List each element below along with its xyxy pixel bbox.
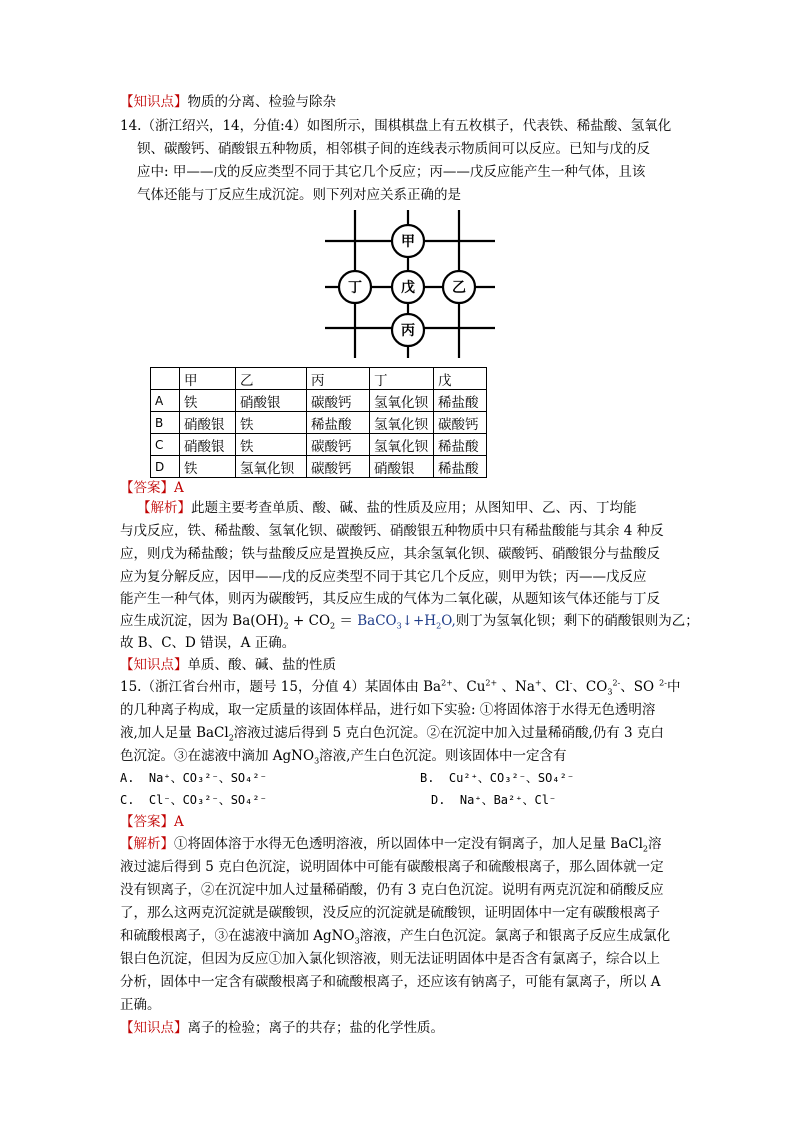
option-label: C. [120,793,135,807]
table-cell: 铁 [236,434,307,456]
subscript: 3 [354,936,360,946]
superscript: - [569,678,573,688]
table-cell: B [151,412,180,434]
superscript: 2- [612,678,621,688]
options-table [150,367,487,478]
superscript: 2+ [485,678,498,688]
table-row [151,412,487,434]
table-cell: 碳酸钙 [307,434,370,456]
q15-line-3 [120,723,664,743]
stone-bottom-label: 丙 [401,323,415,339]
q15-analysis-line-5 [120,926,670,946]
subscript: 3 [607,687,613,697]
q15-text: 、CO [572,679,608,695]
analysis-tag: 【解析】 [120,836,174,852]
subscript: 2 [330,621,336,631]
table-cell: 硝酸银 [180,412,236,434]
stone-right-label: 乙 [452,280,466,296]
q15-analysis-line-3: 没有钡离子，②在沉淀中加人过量稀硝酸，仍有 3 克白色沉淀。说明有两克沉淀和硝酸反应 [120,882,664,898]
answer-value: A [174,480,184,496]
table-cell: 铁 [180,456,236,478]
table-cell: 硝酸银 [180,434,236,456]
table-header-cell: 甲 [180,368,236,390]
q14-analysis-line-7: 故 B、C、D 错误，A 正确。 [120,635,296,651]
subscript: 2 [642,844,649,854]
stone-top-label: 甲 [401,234,415,250]
q15-text: 液,加人足量 BaCl [120,725,229,741]
q14-knowledge-point [120,92,336,112]
q14-knowledge-point-2 [120,655,336,675]
kp-text: 单质、酸、碱、盐的性质 [187,657,336,673]
table-header-cell: 戊 [434,368,487,390]
stone-center-label: 戊 [401,280,415,296]
table-cell: 硝酸银 [370,456,434,478]
table-cell: 氢氧化钡 [370,390,434,412]
option-label: D. [431,793,446,807]
table-cell: 铁 [180,390,236,412]
equation-text: ＝ [335,613,358,629]
option-label: A. [120,771,135,785]
q14-analysis-line-2: 与戊反应，铁、稀盐酸、氢氧化钡、碳酸钙、硝酸银五种物质中只有稀盐酸能与其余 4 种反 [120,523,664,539]
q14-line-4: 气体还能与丁反应生成沉淀。则下列对应关系正确的是 [137,187,461,203]
q14-analysis-line-6 [120,611,699,631]
superscript: 2- [659,678,667,688]
kp-tag: 【知识点】 [120,94,188,110]
table-header-cell: 丁 [370,368,434,390]
kp-tag: 【知识点】 [120,657,188,673]
equation-product: ↓+H [401,613,437,629]
q15-text: 15.（浙江省台州市，题号 15，分值 4）某固体由 Ba [120,679,442,695]
q14-answer [120,478,184,498]
table-cell: 稀盐酸 [434,390,487,412]
subscript: 3 [314,756,320,766]
q15-analysis-line-4: 了，那么这两克沉淀就是碳酸钡，没反应的沉淀就是硫酸钡，证明固体中一定有碳酸根离子 [120,905,660,921]
q15-analysis-line-7: 分析，固体中一定含有碳酸根离子和硫酸根离子，还应该有钠离子，可能有氯离子，所以 A [120,974,661,990]
superscript: + [534,678,542,688]
option-a [120,768,267,788]
table-cell: 氢氧化钡 [236,456,307,478]
q14-analysis-line-4: 应为复分解反应，因甲——戊的反应类型不同于其它几个反应，则甲为铁；丙——戊反应 [120,569,647,585]
q15-text: 色沉淀。③在滤液中滴加 AgNO [120,748,315,764]
table-cell: 稀盐酸 [307,412,370,434]
q15-analysis-line-1 [120,834,662,854]
q15-text: 、Cl [541,679,570,695]
analysis-text: ①将固体溶于水得无色透明溶液，所以固体中一定没有铜离子，加人足量 BaCl [174,836,643,852]
q15-text: 、Cu [452,679,486,695]
q14-analysis-line-3: 应，则戊为稀盐酸；铁与盐酸反应是置换反应，其余氢氧化钡、碳酸钙、硝酸银分与盐酸反 [120,546,660,562]
go-board-figure [325,210,495,358]
answer-tag: 【答案】 [120,814,174,830]
q15-text: 溶液过滤后得到 5 克白色沉淀。②在沉淀中加入过量稀硝酸,仍有 3 克白 [233,725,664,741]
option-text: Na⁺、Ba²⁺、Cl⁻ [459,793,557,807]
q15-answer [120,812,184,832]
analysis-text: 溶液，产生白色沉淀。氯离子和银离子反应生成氯化 [359,928,671,944]
table-header-cell: 丙 [307,368,370,390]
table-row [151,390,487,412]
q15-line-2: 的几种离子构成，取一定质量的该固体样品，进行如下实验: ①将固体溶于水得无色透明溶 [120,702,656,718]
q14-line-1: 14.（浙江绍兴，14，分值:4）如图所示，围棋棋盘上有五枚棋子，代表铁、稀盐酸、氢氧化 [120,118,672,134]
table-row [151,434,487,456]
q14-analysis-line-1 [137,498,637,518]
equation-text: + CO [288,613,331,629]
subscript: 2 [283,621,289,631]
answer-value: A [174,814,184,830]
table-cell: 碳酸钙 [307,456,370,478]
q15-analysis-line-8: 正确。 [120,997,161,1013]
kp-text: 物质的分离、检验与除杂 [187,94,336,110]
table-row [151,456,487,478]
table-cell: 氢氧化钡 [370,434,434,456]
equation-text: 则丁为氢氧化钡；剩下的硝酸银则为乙； [455,613,699,629]
subscript: 3 [396,621,402,631]
table-cell: 铁 [236,412,307,434]
answer-tag: 【答案】 [120,480,174,496]
q15-text: 溶液,产生白色沉淀。则该固体中一定含有 [319,748,567,764]
analysis-tag: 【解析】 [137,500,191,516]
table-cell: 碳酸钙 [434,412,487,434]
option-text: Cl⁻、CO₃²⁻、SO₄²⁻ [148,793,267,807]
stone-left-label: 丁 [348,280,362,296]
table-cell: 稀盐酸 [434,456,487,478]
subscript: 2 [436,621,442,631]
table-header-cell: 乙 [236,368,307,390]
q15-line-4 [120,746,566,766]
q14-line-2: 钡、碳酸钙、硝酸银五种物质，相邻棋子间的连线表示物质间可以反应。已知与戊的反 [137,141,650,157]
kp-tag: 【知识点】 [120,1020,188,1036]
q15-line-1 [120,677,680,697]
table-cell: 碳酸钙 [307,390,370,412]
analysis-text: 此题主要考查单质、酸、碱、盐的性质及应用；从图知甲、乙、丙、丁均能 [191,500,637,516]
table-header-cell [151,368,180,390]
table-cell: A [151,390,180,412]
equation-product: BaCO [357,613,397,629]
option-b [420,768,574,788]
table-cell: D [151,456,180,478]
q15-text: 、SO [620,679,655,695]
analysis-text: 和硫酸根离子，③在滤液中滴加 AgNO [120,928,355,944]
option-label: B. [420,771,435,785]
equation-text: 应生成沉淀，因为 Ba(OH) [120,613,284,629]
table-cell: 氢氧化钡 [370,412,434,434]
q15-analysis-line-6: 银白色沉淀，但因为反应①加入氯化钡溶液，则无法证明固体中是否含有氯离子，综合以上 [120,951,660,967]
option-d [431,790,556,810]
q15-text: 中 [666,679,681,695]
option-text: Cu²⁺、CO₃²⁻、SO₄²⁻ [448,771,575,785]
table-cell: C [151,434,180,456]
table-cell: 稀盐酸 [434,434,487,456]
q14-analysis-line-5: 能产生一种气体，则丙为碳酸钙，其反应生成的气体为二氧化碳，从题知该气体还能与丁反 [120,591,660,607]
table-cell: 硝酸银 [236,390,307,412]
equation-product: O, [441,613,456,629]
analysis-text: 溶 [648,836,662,852]
option-text: Na⁺、CO₃²⁻、SO₄²⁻ [148,771,267,785]
q15-text: 、Na [497,679,535,695]
table-header-row [151,368,487,390]
q15-knowledge-point [120,1018,444,1038]
q15-analysis-line-2: 液过滤后得到 5 克白色沉淀，说明固体中可能有碳酸根离子和硫酸根离子，那么固体就一定 [120,859,664,875]
option-c [120,790,267,810]
q14-line-3: 应中: 甲——戊的反应类型不同于其它几个反应；丙——戊反应能产生一种气体，且该 [137,164,646,180]
subscript: 2 [228,733,234,743]
superscript: 2+ [441,678,453,688]
kp-text: 离子的检验；离子的共存；盐的化学性质。 [187,1020,444,1036]
